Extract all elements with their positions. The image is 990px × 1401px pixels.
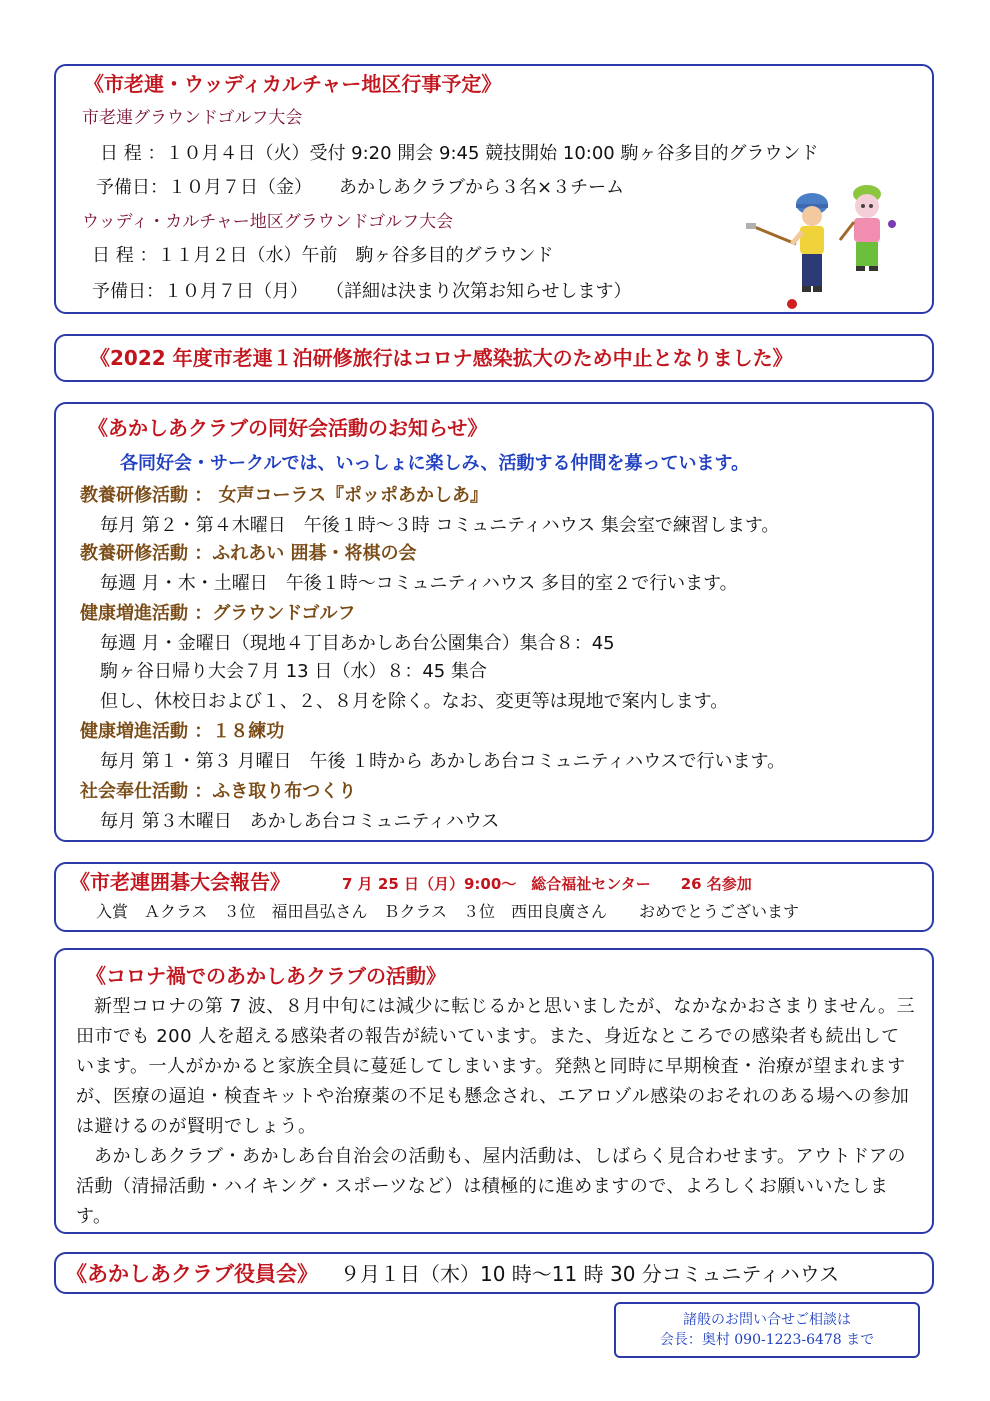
event1-reserve: 予備日：１０月７日（金） あかしあクラブから３名×３チーム [96,177,625,198]
activity4-detail: 毎月 第１・第３ 月曜日 午後 １時から あかしあ台コミュニティハウスで行います。 [100,751,786,772]
event2-schedule: 日 程 ：１１月２日（水）午前 駒ヶ谷多目的グラウンド [92,245,554,266]
officers-meeting-details: ９月１日（木）10 時～11 時 30 分コミュニティハウス [340,1262,840,1286]
activity3-detail-3: 但し、休校日および１、２、８月を除く。なお、変更等は現地で案内します。 [100,691,729,712]
corona-activities-box [54,948,934,1234]
activity3-detail-2: 駒ヶ谷日帰り大会７月 13 日（水）８：45 集合 [100,661,487,682]
ground-golf-players-illustration [732,182,922,312]
officers-meeting-title: 《あかしあクラブ役員会》 [66,1262,318,1286]
event1-name: 市老連グラウンドゴルフ大会 [82,108,303,128]
corona-paragraph-2: あかしあクラブ・あかしあ台自治会の活動も、屋内活動は、しばらく見合わせます。アウトドアの活動（清掃活動・ハイキング・スポーツなど）は積極的に進めますので、よろしくお願いいたします。 [76,1146,907,1227]
activity5-heading: 社会奉仕活動 ：ふき取り布つくり [80,781,357,802]
go-tournament-title: 《市老連囲碁大会報告》 [70,870,290,894]
activity1-detail: 毎月 第２・第４木曜日 午後１時～３時 コミュニティハウス 集会室で練習します。 [100,515,780,536]
contact-line-2: 会長：奥村 090-1223-6478 まで [659,1332,875,1348]
contact-box [614,1302,920,1358]
go-tournament-box [54,862,934,932]
activity2-heading: 教養研修活動 ：ふれあい 囲碁・将棋の会 [80,543,417,564]
activity2-detail: 毎週 月・木・土曜日 午後１時～コミュニティハウス 多目的室２で行います。 [100,573,738,594]
club-activities-title: 《あかしあクラブの同好会活動のお知らせ》 [88,416,488,440]
contact-line-1: 諸般のお問い合せご相談は [683,1312,851,1328]
go-tournament-details: 7 月 25 日（月）9:00～ 総合福祉センター 26 名参加 [342,875,752,893]
activity1-heading: 教養研修活動 ： 女声コーラス『ポッポあかしあ』 [80,485,488,506]
event-schedule-box [54,64,934,314]
activity3-detail-1: 毎週 月・金曜日（現地４丁目あかしあ台公園集合）集合８：45 [100,633,615,654]
corona-activities-title: 《コロナ禍でのあかしあクラブの活動》 [86,964,446,988]
corona-paragraph-1: 新型コロナの第 7 波、８月中旬には減少に転じるかと思いましたが、なかなかおさまりません。三田市でも 200 人を超える感染者の報告が続いています。また、身近なところでの感染者も続出しています。一人がかかると家族全員に蔓延してしまいます。発熱と同時に早期検査・治療が望まれますが、医療の逼迫・検査キットや治療薬の不足も懸念され、エアロゾル感染のおそれのある場への参加は避けるのが賢明でしょう。 [76,996,915,1137]
activity5-detail: 毎月 第３木曜日 あかしあ台コミュニティハウス [100,811,500,832]
club-activities-box [54,402,934,842]
event2-reserve: 予備日：１０月７日（月） （詳細は決まり次第お知らせします） [92,281,632,302]
event2-name: ウッディ・カルチャー地区グラウンドゴルフ大会 [82,212,454,232]
event1-schedule: 日 程 ：１０月４日（火）受付 9:20 開会 9:45 競技開始 10:00 駒ヶ谷多目的グラウンド [100,143,819,164]
trip-cancel-box [54,334,934,382]
trip-cancel-title: 《2022 年度市老連１泊研修旅行はコロナ感染拡大のため中止となりました》 [90,346,793,370]
activity4-heading: 健康増進活動 ：１８練功 [80,721,285,742]
officers-meeting-box [54,1252,934,1294]
event-schedule-title: 《市老連・ウッディカルチャー地区行事予定》 [84,72,502,96]
activity3-heading: 健康増進活動 ：グラウンドゴルフ [80,603,356,624]
club-activities-subtitle: 各同好会・サークルでは、いっしょに楽しみ、活動する仲間を募っています。 [120,453,750,474]
go-tournament-result: 入賞 Ａクラス ３位 福田昌弘さん Ｂクラス ３位 西田良廣さん おめでとうございます [96,902,800,921]
